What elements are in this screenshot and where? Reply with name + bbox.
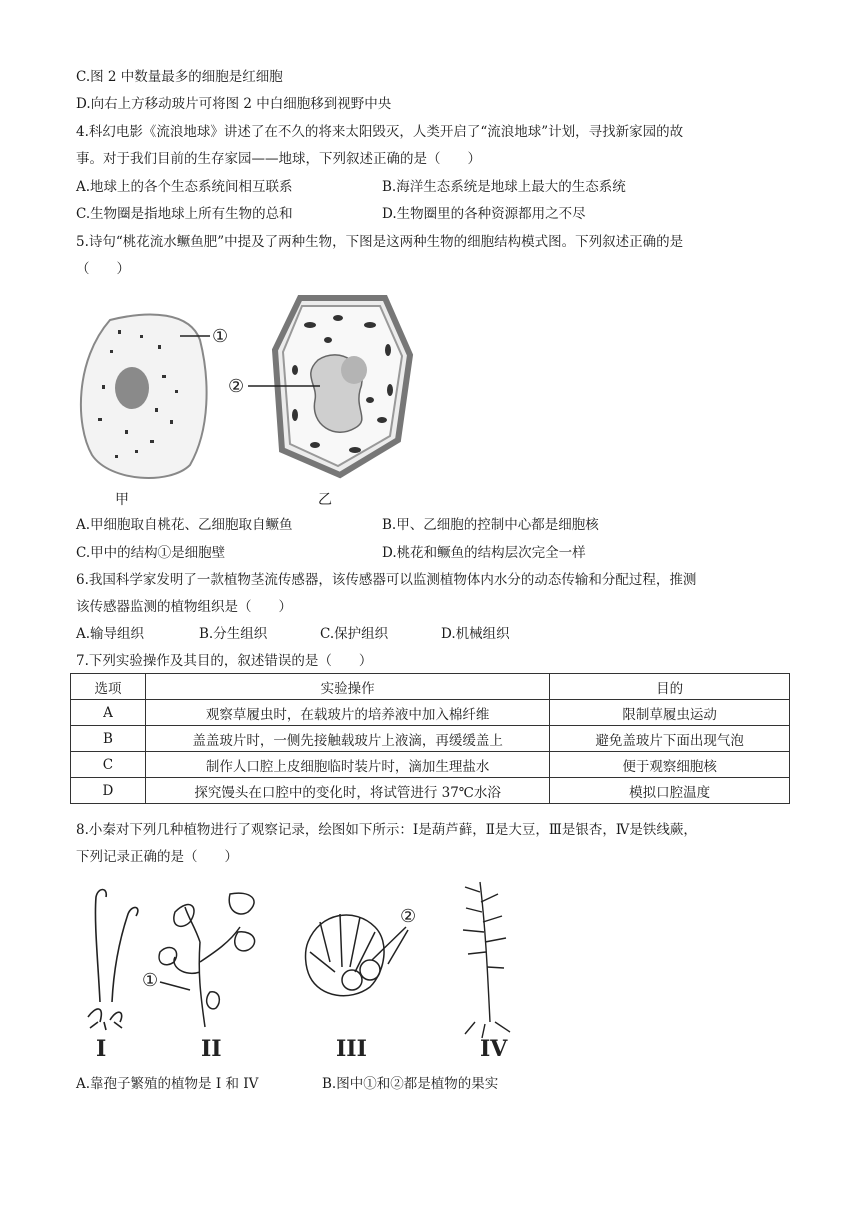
question-6-stem-cont: 该传感器监测的植物组织是（ ） [76, 599, 292, 615]
cell-purpose: 模拟口腔温度 [550, 778, 790, 804]
q4-option-b: B.海洋生态系统是地球上最大的生态系统 [382, 179, 626, 195]
option-d-prev: D.向右上方移动玻片可将图 2 中白细胞移到视野中央 [76, 96, 392, 112]
plant-label-2: ② [400, 906, 417, 927]
plant-label-1: ① [142, 970, 159, 991]
q5-option-a: A.甲细胞取自桃花、乙细胞取自鳜鱼 [76, 517, 293, 533]
soybean-illustration [159, 893, 255, 1027]
q8-option-b: B.图中①和②都是植物的果实 [322, 1076, 499, 1092]
cell-purpose: 限制草履虫运动 [550, 700, 790, 726]
caption-jia: 甲 [115, 492, 129, 508]
label-2: ② [228, 376, 245, 397]
cell-purpose: 便于观察细胞核 [550, 752, 790, 778]
cell-operation: 探究馒头在口腔中的变化时，将试管进行 37℃水浴 [145, 778, 549, 804]
q5-option-d: D.桃花和鳜鱼的结构层次完全一样 [382, 545, 586, 561]
cell-option: D [71, 778, 146, 804]
q4-option-d: D.生物圈里的各种资源都用之不尽 [382, 206, 586, 222]
experiment-table [70, 673, 790, 804]
caption-yi: 乙 [318, 492, 332, 508]
animal-cell-illustration [81, 315, 210, 478]
table-row [71, 726, 790, 752]
cell-operation: 制作人口腔上皮细胞临时装片时，滴加生理盐水 [145, 752, 549, 778]
q5-cell-figure [70, 290, 430, 490]
q8-plants-figure [70, 872, 560, 1062]
header-option: 选项 [71, 674, 146, 700]
q4-option-c: C.生物圈是指地球上所有生物的总和 [76, 206, 293, 222]
q5-option-b: B.甲、乙细胞的控制中心都是细胞核 [382, 517, 599, 533]
moss-illustration [88, 890, 138, 1031]
question-4-stem-cont: 事。对于我们目前的生存家园——地球，下列叙述正确的是（ ） [76, 151, 481, 167]
fern-illustration [463, 882, 510, 1038]
question-5-stem: 5.诗句“桃花流水鳜鱼肥”中提及了两种生物，下图是这两种生物的细胞结构模式图。下列叙述正确的是 [76, 234, 684, 250]
q8-option-a: A.靠孢子繁殖的植物是 I 和 IV [76, 1076, 259, 1092]
option-c-prev: C.图 2 中数量最多的细胞是红细胞 [76, 69, 283, 85]
table-row [71, 778, 790, 804]
cell-option: C [71, 752, 146, 778]
question-7-stem: 7.下列实验操作及其目的，叙述错误的是（ ） [76, 653, 373, 669]
roman-label-2: II [201, 1036, 222, 1062]
plant-cell-illustration [248, 298, 410, 475]
question-4-stem: 4.科幻电影《流浪地球》讲述了在不久的将来太阳毁灭，人类开启了“流浪地球”计划，寻找新家园的故 [76, 124, 684, 140]
question-8-stem-cont: 下列记录正确的是（ ） [76, 849, 238, 865]
q4-option-a: A.地球上的各个生态系统间相互联系 [76, 179, 293, 195]
table-row [71, 752, 790, 778]
header-purpose: 目的 [550, 674, 790, 700]
q6-option-c: C.保护组织 [320, 626, 389, 642]
roman-label-4: IV [480, 1036, 508, 1062]
q6-option-a: A.输导组织 [76, 626, 145, 642]
cell-option: B [71, 726, 146, 752]
header-operation: 实验操作 [145, 674, 549, 700]
q6-option-d: D.机械组织 [441, 626, 510, 642]
q5-option-c: C.甲中的结构①是细胞壁 [76, 545, 226, 561]
table-row [71, 700, 790, 726]
question-6-stem: 6.我国科学家发明了一款植物茎流传感器，该传感器可以监测植物体内水分的动态传输和分配过程，推测 [76, 572, 697, 588]
roman-label-1: I [96, 1036, 107, 1062]
cell-purpose: 避免盖玻片下面出现气泡 [550, 726, 790, 752]
roman-label-3: III [336, 1036, 367, 1062]
q6-option-b: B.分生组织 [199, 626, 268, 642]
cell-option: A [71, 700, 146, 726]
ginkgo-illustration [306, 914, 408, 996]
cell-operation: 盖盖玻片时，一侧先接触载玻片上液滴，再缓缓盖上 [145, 726, 549, 752]
question-8-stem: 8.小秦对下列几种植物进行了观察记录，绘图如下所示：Ⅰ是葫芦藓，Ⅱ是大豆，Ⅲ是银杏，Ⅳ是铁线蕨， [76, 822, 697, 838]
table-header-row [71, 674, 790, 700]
cell-operation: 观察草履虫时，在载玻片的培养液中加入棉纤维 [145, 700, 549, 726]
label-1: ① [212, 326, 229, 347]
question-5-stem-cont: （ ） [76, 261, 130, 277]
